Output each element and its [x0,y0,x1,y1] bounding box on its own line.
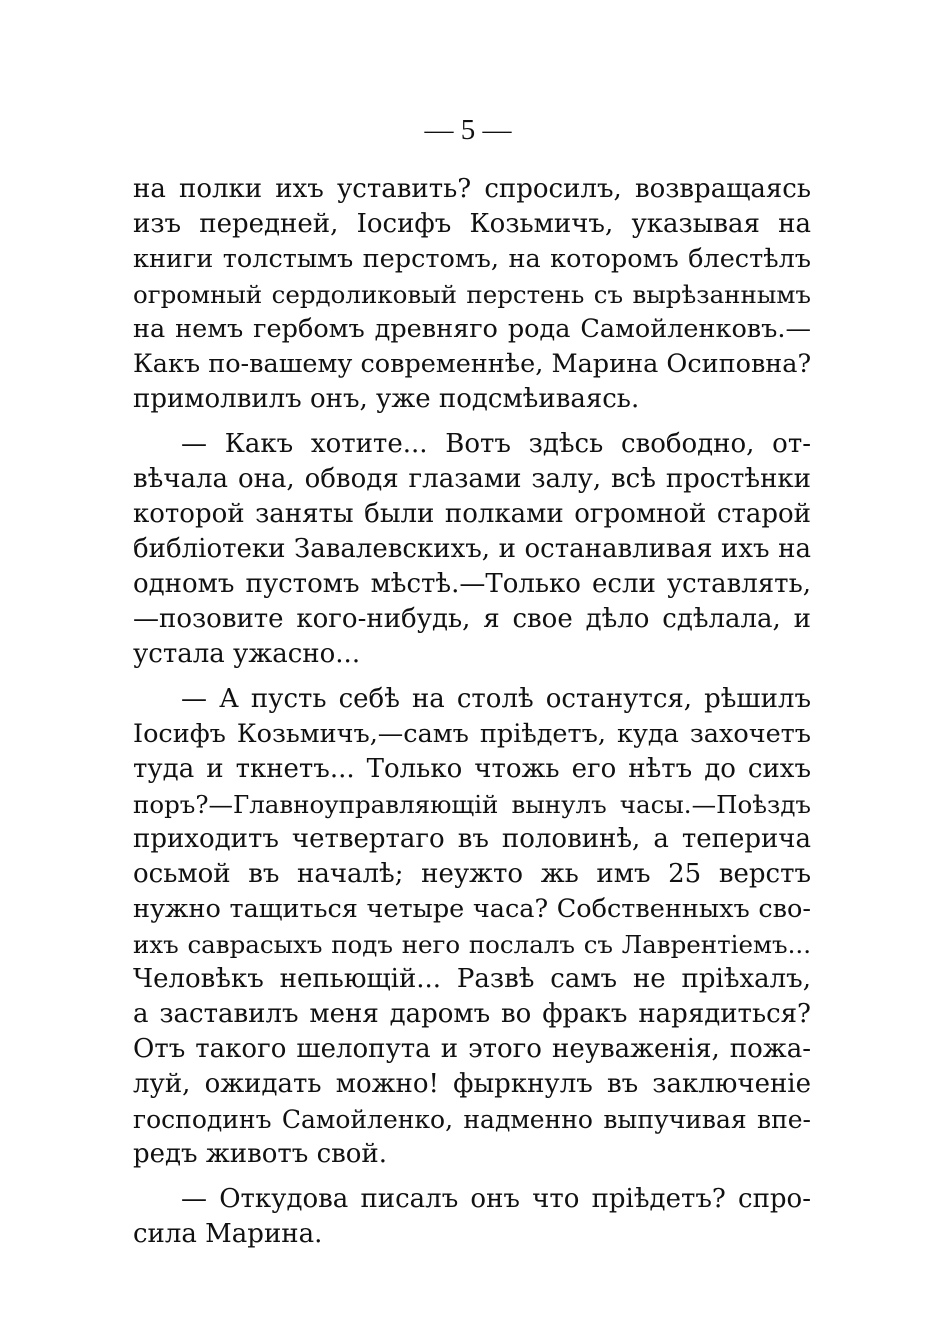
page-number: — 5 — [424,114,512,146]
text-line: одномъ пустомъ мѣстѣ.—Только если уставлять, [133,569,811,599]
paragraph-3 [133,682,811,1172]
text-line: Іосифъ Козьмичъ,—самъ пріѣдетъ, куда захочетъ [133,719,811,749]
text-line: вѣчала она, обводя глазами залу, всѣ простѣнки [133,464,811,494]
text-line: примолвилъ онъ, уже подсмѣиваясь. [133,384,640,414]
text-line: редъ животъ свой. [133,1139,388,1169]
text-line: огромный сердоликовый перстень съ вырѣзаннымъ [133,280,811,309]
text-line: сила Марина. [133,1219,323,1249]
text-line: на полки ихъ уставить? спросилъ, возвращаясь [133,174,811,204]
text-line: книги толстымъ перстомъ, на которомъ блестѣлъ [133,244,811,274]
text-line: ихъ саврасыхъ подъ него послалъ съ Лаврентіемъ... [133,930,811,959]
text-line: изъ передней, Іосифъ Козьмичъ, указывая на [133,209,811,239]
text-line: — Откудова писалъ онъ что пріѣдетъ? спро- [181,1184,811,1214]
text-line: устала ужасно... [133,639,361,669]
text-line: — Какъ хотите... Вотъ здѣсь свободно, от- [181,429,811,459]
text-line: туда и ткнетъ... Только чтожь его нѣтъ до сихъ [133,754,811,784]
text-line: Отъ такого шелопута и этого неуваженія, пожа- [133,1034,811,1064]
text-line: осьмой въ началѣ; неужто жь имъ 25 верстъ [133,859,811,889]
text-line: господинъ Самойленко, надменно выпучивая впе- [133,1105,811,1134]
text-line: нужно тащиться четыре часа? Собственныхъ сво- [133,894,811,924]
paragraph-1 [133,172,811,417]
text-line: приходитъ четвертаго въ половинѣ, а теперича [133,824,811,854]
body-text [133,172,811,1262]
text-line: а заставилъ меня даромъ во фракъ нарядиться? [133,999,811,1029]
text-line: —позовите кого-нибудь, я свое дѣло сдѣлала, и [133,604,811,634]
text-line: библіотеки Завалевскихъ, и останавливая ихъ на [133,534,811,564]
text-line: Какъ по-вашему современнѣе, Марина Осиповна? [133,349,811,379]
paragraph-4 [133,1182,811,1252]
text-line: Человѣкъ непьющій... Развѣ самъ не пріѣхалъ, [133,964,811,994]
text-line: которой заняты были полками огромной старой [133,499,811,529]
text-line: — А пусть себѣ на столѣ останутся, рѣшилъ [181,684,811,714]
paragraph-2 [133,427,811,672]
text-line: на немъ гербомъ древняго рода Самойленковъ.— [133,314,811,344]
text-line: луй, ожидать можно! фыркнулъ въ заключеніе [133,1069,811,1099]
text-line: поръ?—Главноуправляющій вынулъ часы.—Поѣздъ [133,790,811,819]
